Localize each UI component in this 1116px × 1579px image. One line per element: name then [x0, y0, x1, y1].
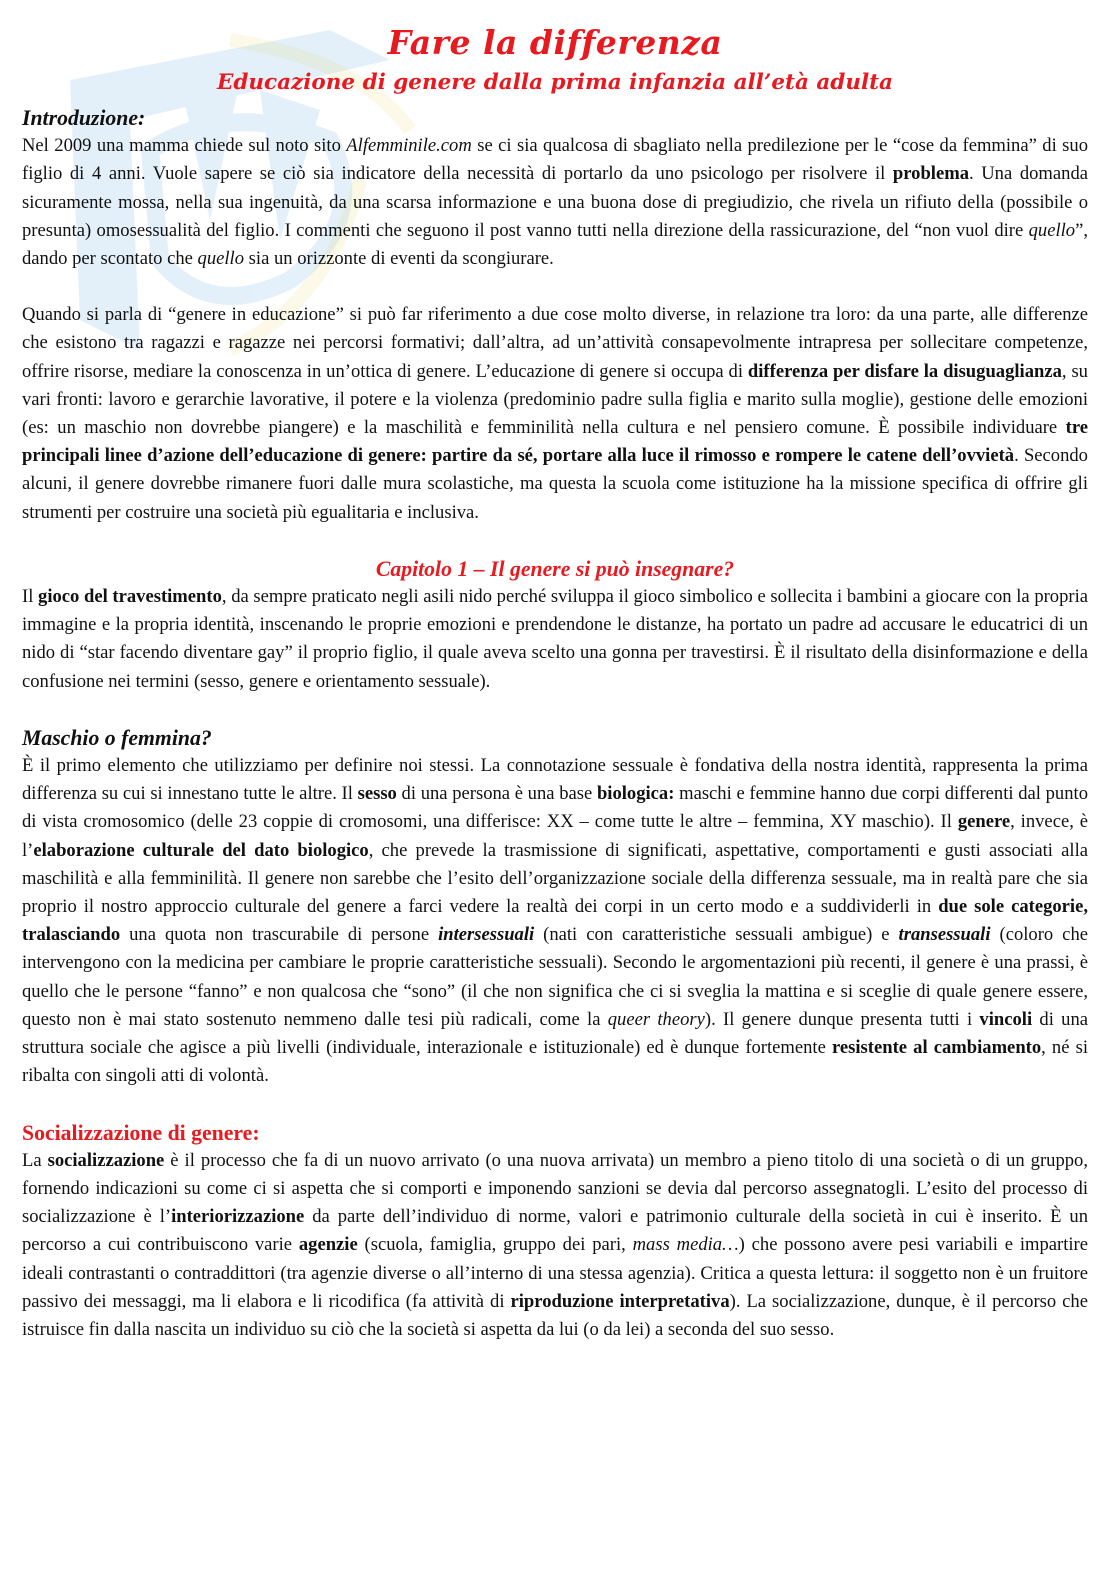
intro-paragraph-1: Nel 2009 una mamma chiede sul noto sito Alfemminile.com se ci sia qualcosa di sbagliato nella predilezione per le “cose da femmina” di suo figlio di 4 anni. Vuole sapere se ciò sia indicatore della necessità di portarlo da uno psicologo per risolvere il problema. Una domanda sicuramente mossa, nella sua ingenuità, da una scarsa informazione e una buona dose di pregiudizio, che rivela un rifiuto della (possibile o presunta) omosessualità del figlio. I commenti che seguono il post vanno tutti nella direzione della rassicurazione, del “non vuol dire quello”, dando per scontato che quello sia un orizzonte di eventi da scongiurare.: [22, 135, 1088, 270]
maschio-femmina-paragraph: È il primo elemento che utilizziamo per definire noi stessi. La connotazione sessuale è fondativa della nostra identità, rappresenta la prima differenza su cui si innestano tutte le altre. Il sesso di una persona è una base biologica: maschi e femmine hanno due corpi differenti dal punto di vista cromosomico (delle 23 coppie di cromosomi, una differisce: XX – come tutte le altre – femmina, XY maschio). Il genere, invece, è l’elaborazione culturale del dato biologico, che prevede la trasmissione di significati, aspettative, comportamenti e gusti associati alla maschilità e alla femminilità. Il genere non sarebbe che l’esito dell’organizzazione sociale della differenza sessuale, ma in realtà pare che sia proprio il nostro approccio culturale del genere a farci vedere la realtà dei corpi in un certo modo e a suddividerli in due sole categorie, tralasciando una quota non trascurabile di persone intersessuali (nati con caratteristiche sessuali ambigue) e transessuali (coloro che intervengono con la medicina per cambiare le proprie caratteristiche sessuali). Secondo le argomentazioni più recenti, il genere è una prassi, è quello che le persone “fanno” e non qualcosa che “sono” (il che non significa che ci si sveglia la mattina e si sceglie di quale genere essere, questo non è mai stato sostenuto nemmeno dalle tesi più radicali, come la queer theory). Il genere dunque presenta tutti i vincoli di una struttura sociale che agisce a più livelli (individuale, interazionale e istituzionale) ed è dunque fortemente resistente al cambiamento, né si ribalta con singoli atti di volontà.: [22, 755, 1089, 1087]
chapter-1-heading: Capitolo 1 – Il genere si può insegnare?: [375, 556, 735, 581]
intro-paragraph-2: Quando si parla di “genere in educazione” si può far riferimento a due cose molto diverse, in relazione tra loro: da una parte, alle differenze che esistono tra ragazzi e ragazze nei percorsi formativi; dall’altra, ad un’attività consapevolmente intrapresa per sollecitare competenze, offrire risorse, mediare la conoscenza in un’ottica di genere. L’educazione di genere si occupa di differenza per disfare la disuguaglianza, su vari fronti: lavoro e gerarchie lavorative, il potere e la violenza (predominio padre sulla figlia e marito sulla moglie), gestione delle emozioni (es: un maschio non dovrebbe piangere) e la maschilità e femminilità nella cultura e nel pensiero comune. È possibile individuare tre principali linee d’azione dell’educazione di genere: partire da sé, portare alla luce il rimosso e rompere le catene dell’ovvietà. Secondo alcuni, il genere dovrebbe rimanere fuori dalle mura scolastiche, ma questa la scuola come istituzione ha la missione specifica di offrire gli strumenti per costruire una società più egualitaria e inclusiva.: [22, 304, 1088, 523]
chapter-1-paragraph: Il gioco del travestimento, da sempre praticato negli asili nido perché sviluppa il gioco simbolico e sollecita i bambini a giocare con la propria immagine e la propria identità, inscenando le proprie emozioni e prendendone le distanze, ha portato un padre ad accusare le educatrici di un nido di “star facendo diventare gay” il proprio figlio, il quale aveva scelto una gonna per travestirsi. È il risultato della disinformazione e della confusione nei termini (sesso, genere e orientamento sessuale).: [22, 586, 1089, 692]
socializzazione-heading: Socializzazione di genere:: [22, 1120, 260, 1145]
intro-heading: Introduzione:: [22, 106, 146, 130]
document-subtitle: Educazione di genere dalla prima infanzia all’età adulta: [216, 70, 893, 95]
socializzazione-paragraph: La socializzazione è il processo che fa di un nuovo arrivato (o una nuova arrivata) un membro a pieno titolo di una società o di un gruppo, fornendo indicazioni su come ci si aspetta che si comporti e imponendo sanzioni se devia dal percorso assegnatogli. L’esito del processo di socializzazione è l’interiorizzazione da parte dell’individuo di norme, valori e patrimonio culturale della società in cui è inserito. È un percorso a cui contribuiscono varie agenzie (scuola, famiglia, gruppo dei pari, mass media…) che possono avere pesi variabili e impartire ideali contrastanti o contraddittori (tra agenzie diverse o all’interno di una stessa agenzia). Critica a questa lettura: il soggetto non è un fruitore passivo dei messaggi, ma li elabora e li ricodifica (fa attività di riproduzione interpretativa). La socializzazione, dunque, è il percorso che istruisce fin dalla nascita un individuo su ciò che la società si aspetta da lui (o da lei) a seconda del suo sesso.: [22, 1149, 1089, 1340]
document-title: Fare la differenza: [387, 23, 723, 62]
maschio-femmina-heading: Maschio o femmina?: [22, 725, 212, 750]
document-body: [22, 18, 1088, 1344]
